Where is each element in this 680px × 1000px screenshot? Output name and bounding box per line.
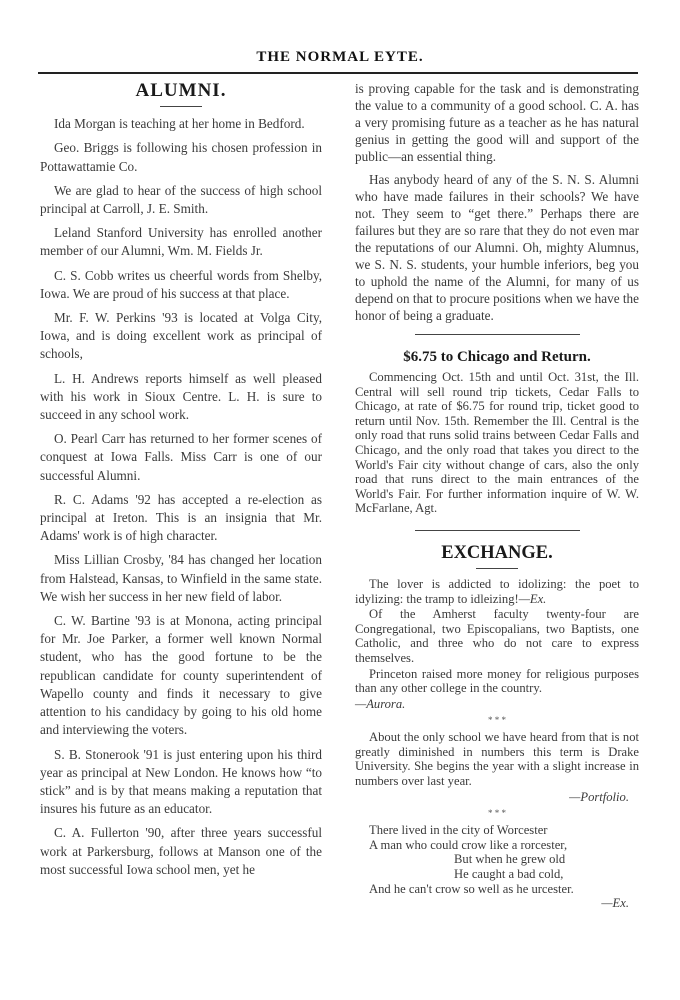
alumni-note: L. H. Andrews reports himself as well pleased with his work in Sioux Centre. L. H. is sure to succeed in any school work.	[40, 370, 322, 423]
alumni-continued: Has anybody heard of any of the S. N. S. Alumni who have made failures in their schools? We have not. They seem to “get there.” Perhaps there are failures but they are so rare that they do not even mar the reputations of our Alumni. Oh, mighty Alumnus, we S. N. S. students, your humble inferiors, beg you to uphold the name of the Alumni, for many of us depend on that to procure positions when we have the honor of being a graduate.	[355, 172, 639, 323]
alumni-note: C. A. Fullerton '90, after three years successful work at Parkersburg, follows at Manson one of the most successful Iowa school men, yet he	[40, 825, 322, 877]
poem	[369, 823, 639, 896]
divider	[415, 334, 580, 335]
alumni-note: R. C. Adams '92 has accepted a re-election as principal at Ireton. This is an insignia that Mr. Adams' work is of high character.	[40, 491, 322, 544]
poem-line: And he can't crow so well as he urcester.	[369, 881, 574, 896]
exchange-item: Of the Amherst faculty twenty-four are Congregational, two Episcopalians, two Baptists, one Catholic, and three who do not care to express themselves.	[355, 607, 639, 665]
alumni-note: We are glad to hear of the success of high school principal at Carroll, J. E. Smith.	[40, 182, 322, 217]
alumni-note: S. B. Stonerook '91 is just entering upon his third year as principal at New London. He knows how “to stick” and is by that means making a reputation that insures his future as an educator.	[40, 746, 322, 817]
alumni-note: Geo. Briggs is following his chosen profession in Pottawattamie Co.	[40, 140, 322, 174]
right-column	[355, 80, 639, 911]
poem-line: But when he grew old	[454, 852, 566, 867]
exchange-source: —Ex.	[518, 591, 547, 606]
exchange-section	[355, 577, 639, 911]
separator-stars: * * *	[488, 715, 506, 726]
alumni-continued: is proving capable for the task and is demonstrating the value to a community of a good school. C. A. has a very promising future as a teacher as he has natural genius in getting the good will and support of the public—an essential thing.	[355, 81, 639, 164]
alumni-note: Leland Stanford University has enrolled another member of our Alumni, Wm. M. Fields Jr.	[40, 225, 322, 259]
exchange-source: —Aurora.	[355, 696, 406, 711]
exchange-item: Princeton raised more money for religious purposes than any other college in the country.	[355, 666, 639, 696]
poem-line: There lived in the city of Worcester	[369, 823, 548, 838]
alumni-note: C. W. Bartine '93 is at Monona, acting principal for Mr. Joe Parker, a former well known Normal student, who has the good fortune to be the republican candidate for county superintendent of Wapello county and finds it necessary to give attention to his candidacy by going to his old home and interviewing the voters.	[40, 613, 322, 738]
alumni-note: C. S. Cobb writes us cheerful words from Shelby, Iowa. We are proud of his success at that place.	[40, 267, 322, 301]
chicago-heading: $6.75 to Chicago and Return.	[403, 349, 591, 365]
exchange-source: —Ex.	[601, 896, 629, 911]
divider	[476, 568, 518, 569]
exchange-source: —Portfolio.	[569, 789, 629, 804]
separator-stars: * * *	[488, 808, 506, 819]
poem-line: A man who could crow like a rorcester,	[369, 837, 568, 852]
masthead: THE NORMAL EYTE.	[256, 49, 424, 65]
chicago-notice	[355, 370, 639, 516]
alumni-heading: ALUMNI.	[135, 80, 227, 101]
exchange-item: About the only school we have heard from that is not greatly diminished in numbers this term is Drake University. She begins the year with a slight increase in numbers over last year.	[355, 730, 639, 789]
chicago-body: Commencing Oct. 15th and until Oct. 31st, the Ill. Central will sell round trip tickets, Cedar Falls to Chicago, at rate of $6.75 for round trip, ticket good to return until Nov. 15th. Remember the Ill. Central is the only road that runs solid trains between Cedar Falls and Chicago, and the only road that takes you direct to the World's Fair city without change of cars, also the only road that runs direct to the main entrances of the World's Fair. For further information inquire of W. W. McFarlane, Agt.	[355, 370, 639, 516]
alumni-note: Mr. F. W. Perkins '93 is located at Volga City, Iowa, and is doing excellent work as principal of schools,	[40, 310, 322, 362]
alumni-note: Ida Morgan is teaching at her home in Bedford.	[54, 116, 305, 132]
poem-line: He caught a bad cold,	[454, 867, 564, 882]
divider	[160, 106, 202, 107]
left-column	[40, 82, 322, 885]
exchange-heading: EXCHANGE.	[441, 542, 553, 563]
exchange-item: The lover is addicted to idolizing: the poet to idylizing: the tramp to idleizing!	[355, 576, 639, 606]
alumni-note: O. Pearl Carr has returned to her former scenes of conquest at Iowa Falls. Miss Carr is one of our successful Alumni.	[40, 431, 322, 483]
alumni-note: Miss Lillian Crosby, '84 has changed her location from Halstead, Kansas, to Winfield in the same state. We wish her success in her new field of labor.	[40, 552, 322, 604]
masthead-rule	[38, 72, 638, 74]
divider	[415, 530, 580, 531]
